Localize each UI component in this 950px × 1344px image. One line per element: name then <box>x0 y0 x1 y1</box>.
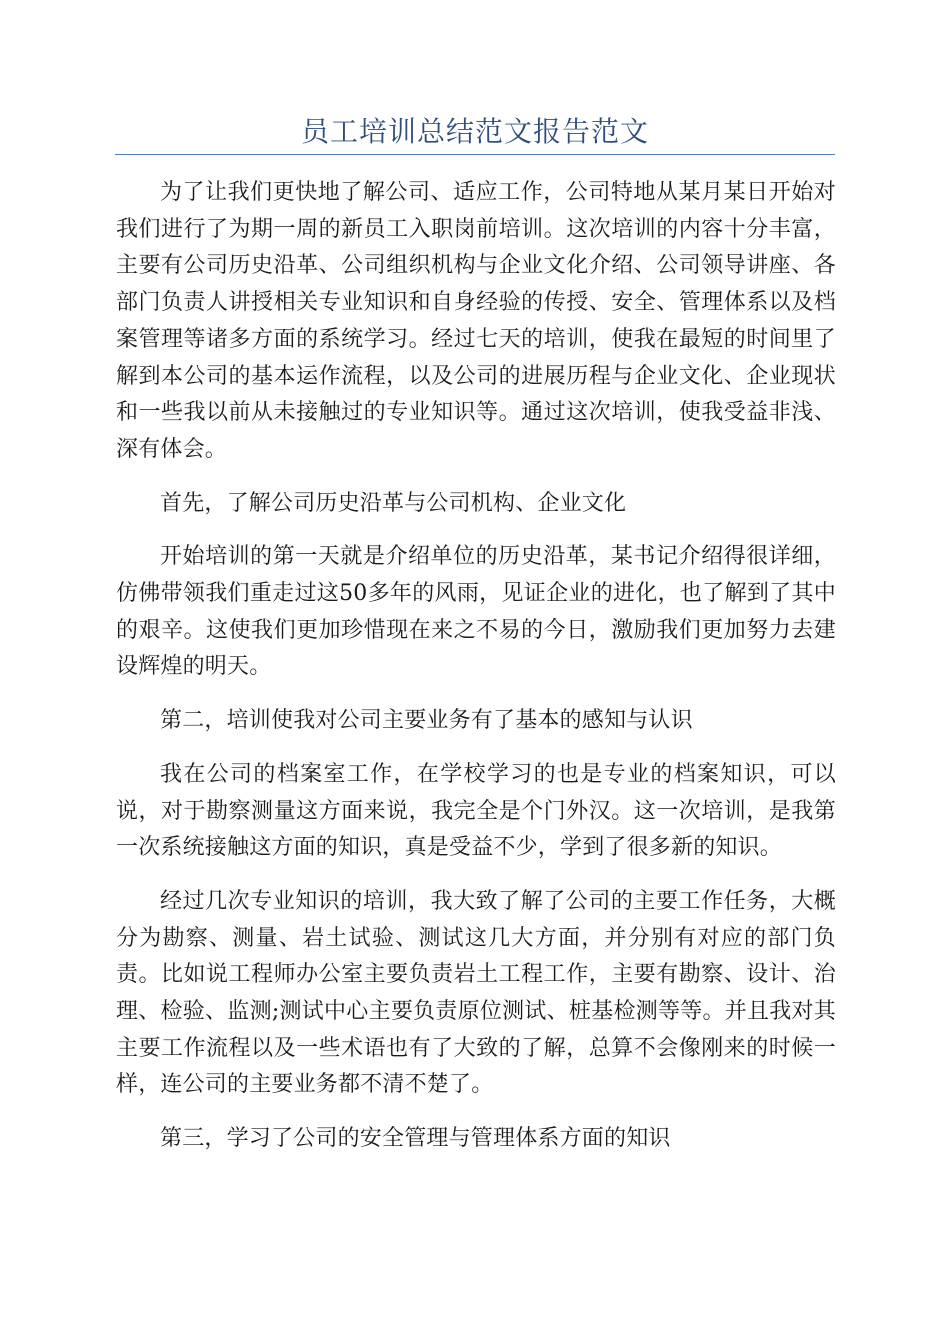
paragraph-history: 开始培训的第一天就是介绍单位的历史沿革，某书记介绍得很详细，仿佛带领我们重走过这50多年的风雨，见证企业的进化，也了解到了其中的艰辛。这使我们更加珍惜现在来之不易的今日，激励我们更加努力去建设辉煌的明天。 <box>116 544 836 680</box>
paragraph-intro: 为了让我们更快地了解公司、适应工作，公司特地从某月某日开始对我们进行了为期一周的新员工入职岗前培训。这次培训的内容十分丰富，主要有公司历史沿革、公司组织机构与企业文化介绍、公司领导讲座、各部门负责人讲授相关专业知识和自身经验的传授、安全、管理体系以及档案管理等诸多方面的系统学习。经过七天的培训，使我在最短的时间里了解到本公司的基本运作流程，以及公司的进展历程与企业文化、企业现状和一些我以前从未接触过的专业知识等。通过这次培训，使我受益非浅、深有体会。 <box>116 180 836 462</box>
paragraph-archive: 我在公司的档案室工作，在学校学习的也是专业的档案知识，可以说，对于勘察测量这方面来说，我完全是个门外汉。这一次培训，是我第一次系统接触这方面的知识，真是受益不少，学到了很多新的知识。 <box>116 761 836 861</box>
paragraph-heading-second: 第二，培训使我对公司主要业务有了基本的感知与认识 <box>160 708 693 734</box>
document-body <box>116 175 836 1175</box>
paragraph-heading-third: 第三，学习了公司的安全管理与管理体系方面的知识 <box>160 1126 671 1152</box>
document-title: 员工培训总结范文报告范文 <box>300 115 649 148</box>
paragraph-heading-first: 首先，了解公司历史沿革与公司机构、企业文化 <box>160 490 627 516</box>
title-underline <box>115 154 835 155</box>
paragraph-business: 经过几次专业知识的培训，我大致了解了公司的主要工作任务，大概分为勘察、测量、岩土试验、测试这几大方面，并分别有对应的部门负责。比如说工程师办公室主要负责岩土工程工作，主要有勘察、设计、治理、检验、监测;测试中心主要负责原位测试、桩基检测等等。并且我对其主要工作流程以及一些术语也有了大致的了解，总算不会像刚来的时候一样，连公司的主要业务都不清不楚了。 <box>116 888 836 1098</box>
